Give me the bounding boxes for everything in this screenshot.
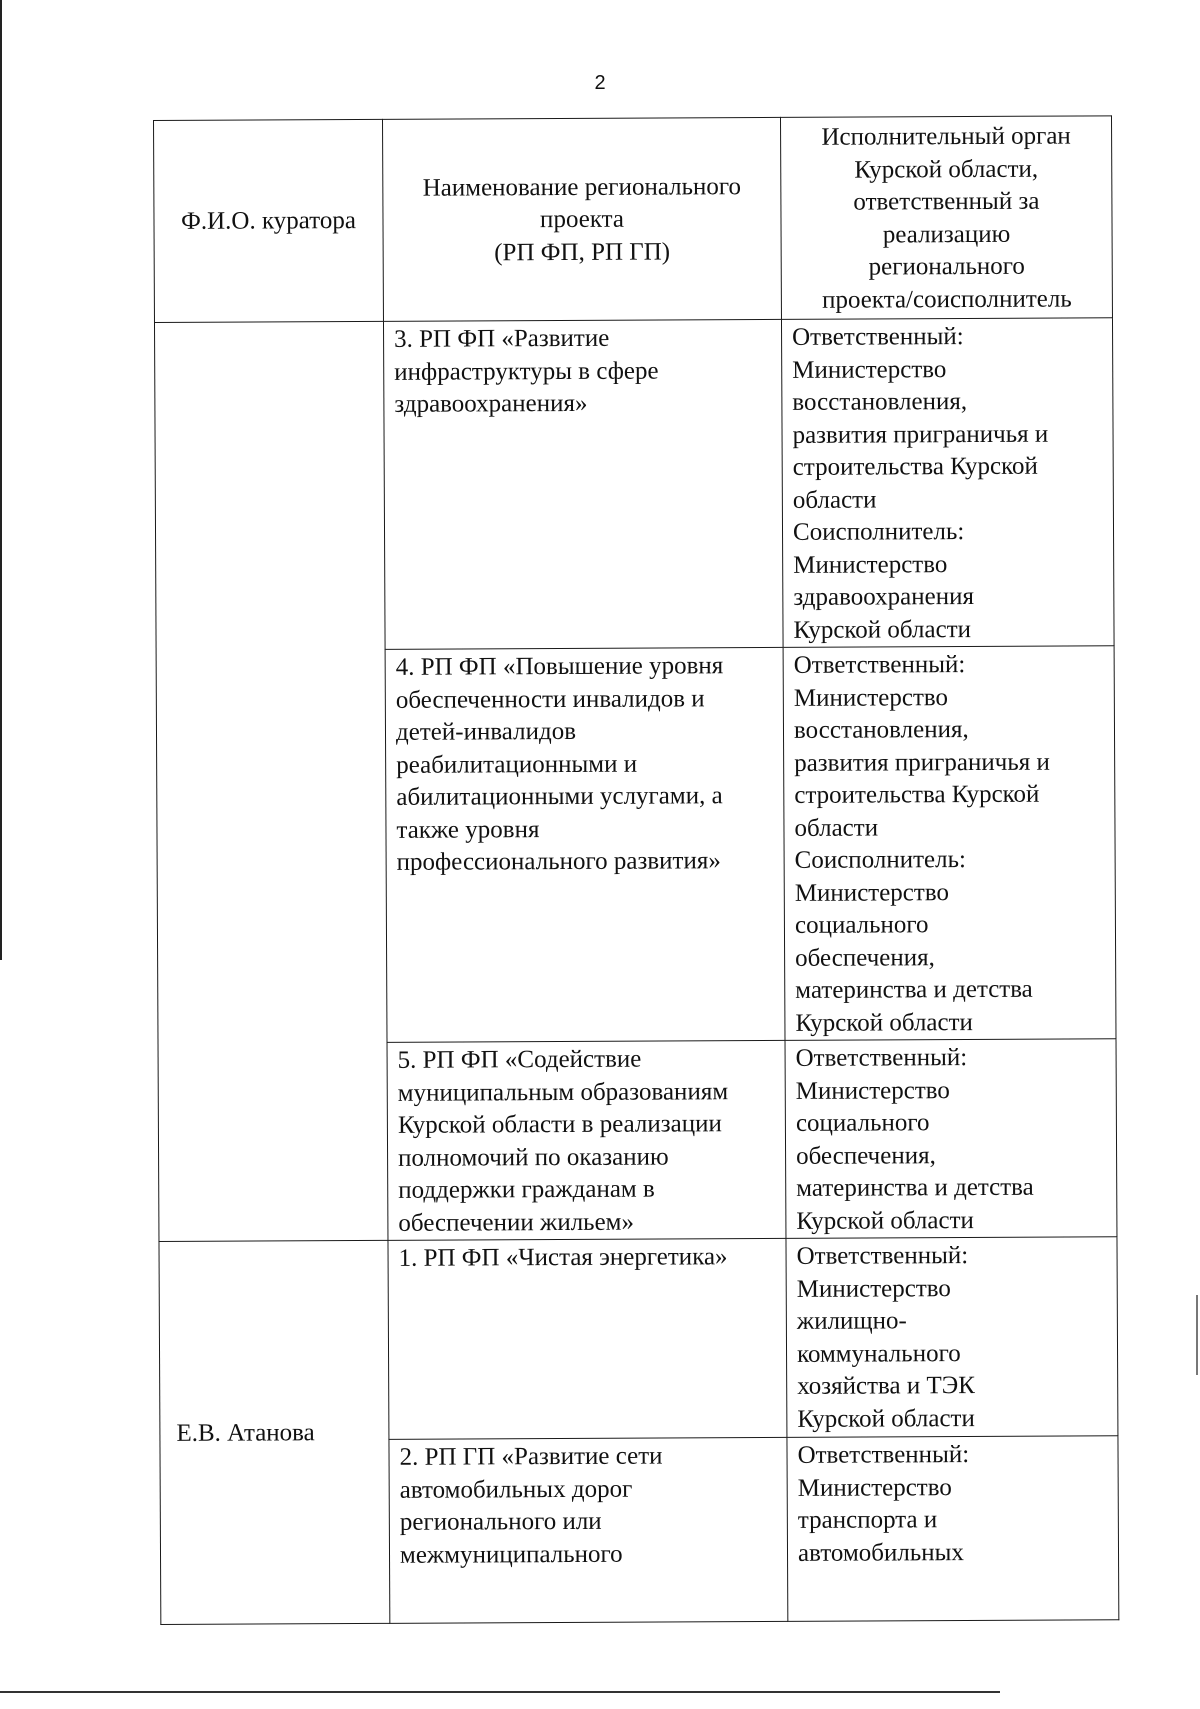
table-row: [154, 318, 1114, 651]
header-curator: Ф.И.О. куратора: [154, 119, 384, 322]
project-cell: 2. РП ГП «Развитие сети автомобильных дорог регионального или межмуниципального: [389, 1437, 788, 1623]
executor-cell: Ответственный: Министерство социального обеспечения, материнства и детства Курской области: [785, 1039, 1117, 1239]
scan-edge-right: [1196, 1295, 1198, 1375]
executor-cell: Ответственный: Министерство восстановления, развития приграничья и строительства Курской области Соисполнитель: Министерство социального обеспечения, материнства и детства Курской области: [783, 646, 1116, 1041]
curator-cell: [154, 321, 387, 1241]
scan-edge-bottom: [0, 1691, 1000, 1693]
executor-cell: Ответственный: Министерство восстановления, развития приграничья и строительства Курской области Соисполнитель: Министерство здравоохранения Курской области: [781, 318, 1114, 648]
project-cell: 1. РП ФП «Чистая энергетика»: [388, 1238, 787, 1439]
project-cell: 5. РП ФП «Содействие муниципальным образованиям Курской области в реализации полномочий по оказанию поддержки гражданам в обеспечении жильем»: [387, 1040, 786, 1240]
executor-cell: Ответственный: Министерство транспорта и автомобильных: [787, 1436, 1119, 1622]
scan-edge-left: [0, 0, 2, 960]
project-cell: 4. РП ФП «Повышение уровня обеспеченности инвалидов и детей-инвалидов реабилитационными и абилитационными услугами, а также уровня профессионального развития»: [385, 647, 785, 1042]
curator-cell: Е.В. Атанова: [159, 1240, 390, 1624]
header-project: Наименование регионального проекта (РП ФП, РП ГП): [382, 117, 781, 321]
curators-table: [153, 115, 1119, 1625]
executor-cell: Ответственный: Министерство жилищно- коммунального хозяйства и ТЭК Курской области: [786, 1237, 1118, 1438]
table-header-row: [154, 116, 1113, 323]
project-cell: 3. РП ФП «Развитие инфраструктуры в сфере здравоохранения»: [383, 319, 783, 649]
page-number: 2: [594, 72, 606, 94]
header-executor: Исполнительный орган Курской области, ответственный за реализацию регионального проекта/соисполнитель: [780, 116, 1112, 320]
table-row: [159, 1237, 1118, 1441]
